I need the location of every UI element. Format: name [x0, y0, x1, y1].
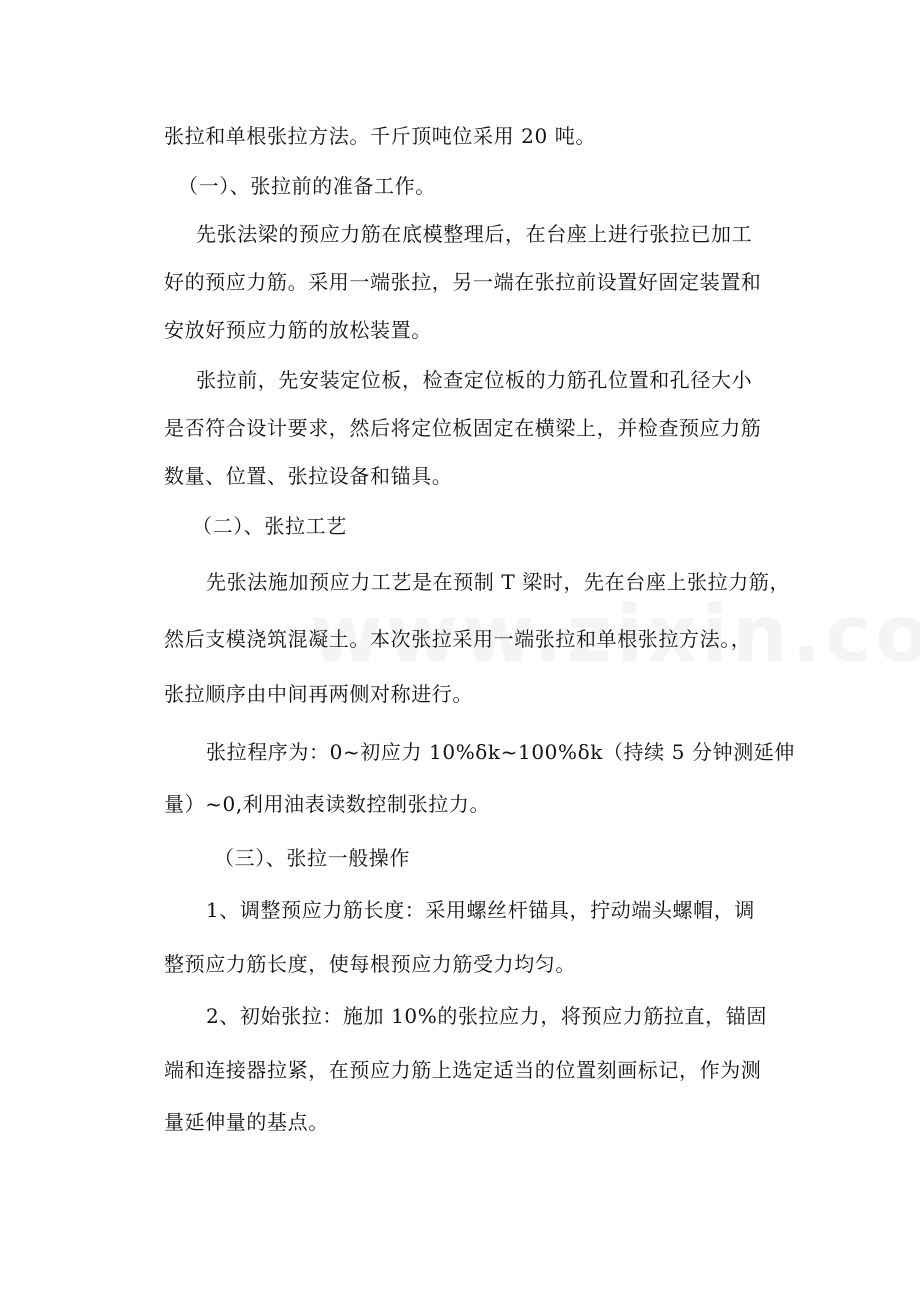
- text-line: 量）~0,利用油表读数控制张拉力。: [164, 792, 491, 816]
- text-line: 先张法施加预应力工艺是在预制 T 梁时，先在台座上张拉力筋，: [206, 570, 791, 594]
- text-line: 张拉前，先安装定位板，检查定位板的力筋孔位置和孔径大小: [196, 368, 753, 392]
- section-heading-3: （三）、张拉一般操作: [214, 846, 410, 870]
- section-heading-2: （二）、张拉工艺: [192, 514, 347, 538]
- section-heading-1: （一）、张拉前的准备工作。: [178, 174, 436, 198]
- text-line: 整预应力筋长度，使每根预应力筋受力均匀。: [164, 952, 576, 976]
- text-line: 是否符合设计要求，然后将定位板固定在横梁上，并检查预应力筋: [164, 416, 762, 440]
- text-line: 好的预应力筋。采用一端张拉，另一端在张拉前设置好固定装置和: [164, 270, 762, 294]
- text-line: 量延伸量的基点。: [164, 1110, 329, 1134]
- text-line: 张拉程序为：0~初应力 10%δk~100%δk（持续 5 分钟测延伸: [206, 740, 795, 764]
- text-line: 端和连接器拉紧，在预应力筋上选定适当的位置刻画标记，作为测: [164, 1058, 762, 1082]
- text-line: 2、初始张拉：施加 10%的张拉应力，将预应力筋拉直，锚固: [206, 1004, 767, 1028]
- text-line: 张拉顺序由中间再两侧对称进行。: [164, 682, 473, 706]
- text-line: 1、调整预应力筋长度：采用螺丝杆锚具，拧动端头螺帽，调: [206, 898, 755, 922]
- text-line: 然后支模浇筑混凝土。本次张拉采用一端张拉和单根张拉方法。，: [164, 627, 752, 651]
- text-line: 先张法梁的预应力筋在底模整理后，在台座上进行张拉已加工: [196, 222, 753, 246]
- text-line: 张拉和单根张拉方法。千斤顶吨位采用 20 吨。: [164, 124, 596, 148]
- text-line: 安放好预应力筋的放松装置。: [164, 318, 432, 342]
- text-line: 数量、位置、张拉设备和锚具。: [164, 464, 453, 488]
